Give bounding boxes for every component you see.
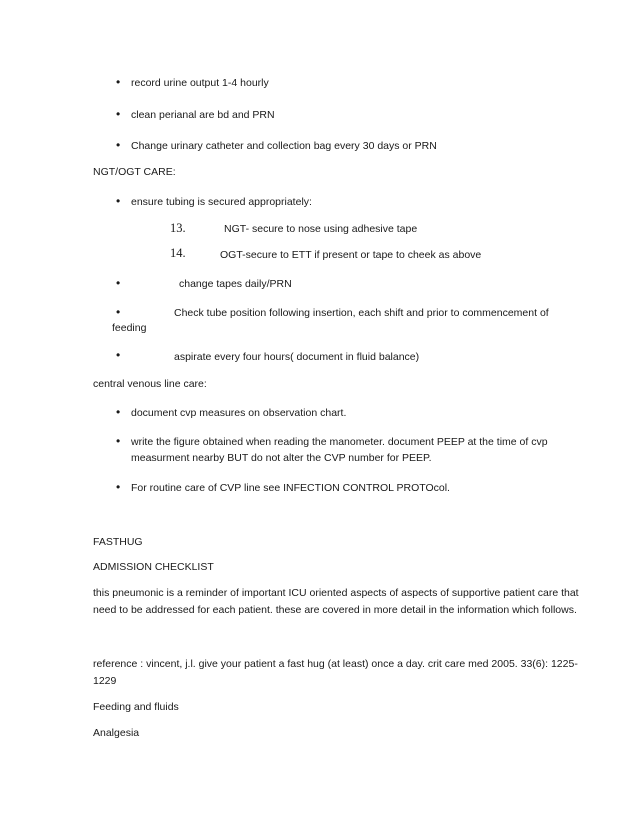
bullet-icon: • bbox=[116, 405, 121, 419]
bullet-icon: • bbox=[116, 75, 121, 89]
bullet-icon: • bbox=[116, 107, 121, 121]
admission-checklist-heading: ADMISSION CHECKLIST bbox=[93, 561, 214, 573]
fasthug-heading: FASTHUG bbox=[93, 536, 143, 548]
feeding-fluids-heading: Feeding and fluids bbox=[93, 701, 179, 713]
list-number: 13. bbox=[170, 221, 186, 235]
bullet-icon: • bbox=[116, 434, 121, 448]
change-tapes-item: change tapes daily/PRN bbox=[179, 278, 292, 290]
reference-line-2: 1229 bbox=[93, 675, 117, 687]
bullet-icon: • bbox=[116, 348, 121, 362]
ngt-secure-item: NGT- secure to nose using adhesive tape bbox=[224, 223, 418, 235]
list-number: 14. bbox=[170, 246, 186, 260]
routine-care-item: For routine care of CVP line see INFECTION CONTROL PROTOcol. bbox=[131, 482, 450, 494]
bullet-icon: • bbox=[116, 305, 121, 319]
bullet-icon: • bbox=[116, 480, 121, 494]
pneumonic-paragraph-line-2: need to be addressed for each patient. these are covered in more detail in the information which follows. bbox=[93, 604, 577, 616]
tubing-item: ensure tubing is secured appropriately: bbox=[131, 196, 312, 208]
write-figure-item: write the figure obtained when reading the manometer. document PEEP at the time of cvp bbox=[131, 436, 548, 448]
aspirate-item: aspirate every four hours( document in fluid balance) bbox=[174, 351, 420, 363]
catheter-item: Change urinary catheter and collection bag every 30 days or PRN bbox=[131, 140, 437, 152]
cvp-document-item: document cvp measures on observation chart. bbox=[131, 407, 347, 419]
check-tube-item-continued: feeding bbox=[112, 322, 147, 334]
perianal-item: clean perianal are bd and PRN bbox=[131, 109, 275, 121]
check-tube-item: Check tube position following insertion, each shift and prior to commencement of bbox=[174, 307, 549, 319]
ngt-ogt-heading: NGT/OGT CARE: bbox=[93, 166, 176, 178]
analgesia-heading: Analgesia bbox=[93, 727, 140, 739]
bullet-icon: • bbox=[116, 194, 121, 208]
urine-output-item: record urine output 1-4 hourly bbox=[131, 77, 269, 89]
reference-line-1: reference : vincent, j.l. give your patient a fast hug (at least) once a day. crit care med 2005. 33(6): 1225- bbox=[93, 658, 578, 670]
cvl-heading: central venous line care: bbox=[93, 378, 207, 390]
bullet-icon: • bbox=[116, 276, 121, 290]
pneumonic-paragraph-line-1: this pneumonic is a reminder of important ICU oriented aspects of aspects of supportive patient care that bbox=[93, 587, 579, 599]
bullet-icon: • bbox=[116, 138, 121, 152]
write-figure-item-continued: measurment nearby BUT do not alter the CVP number for PEEP. bbox=[131, 452, 432, 464]
ogt-secure-item: OGT-secure to ETT if present or tape to cheek as above bbox=[220, 249, 482, 261]
